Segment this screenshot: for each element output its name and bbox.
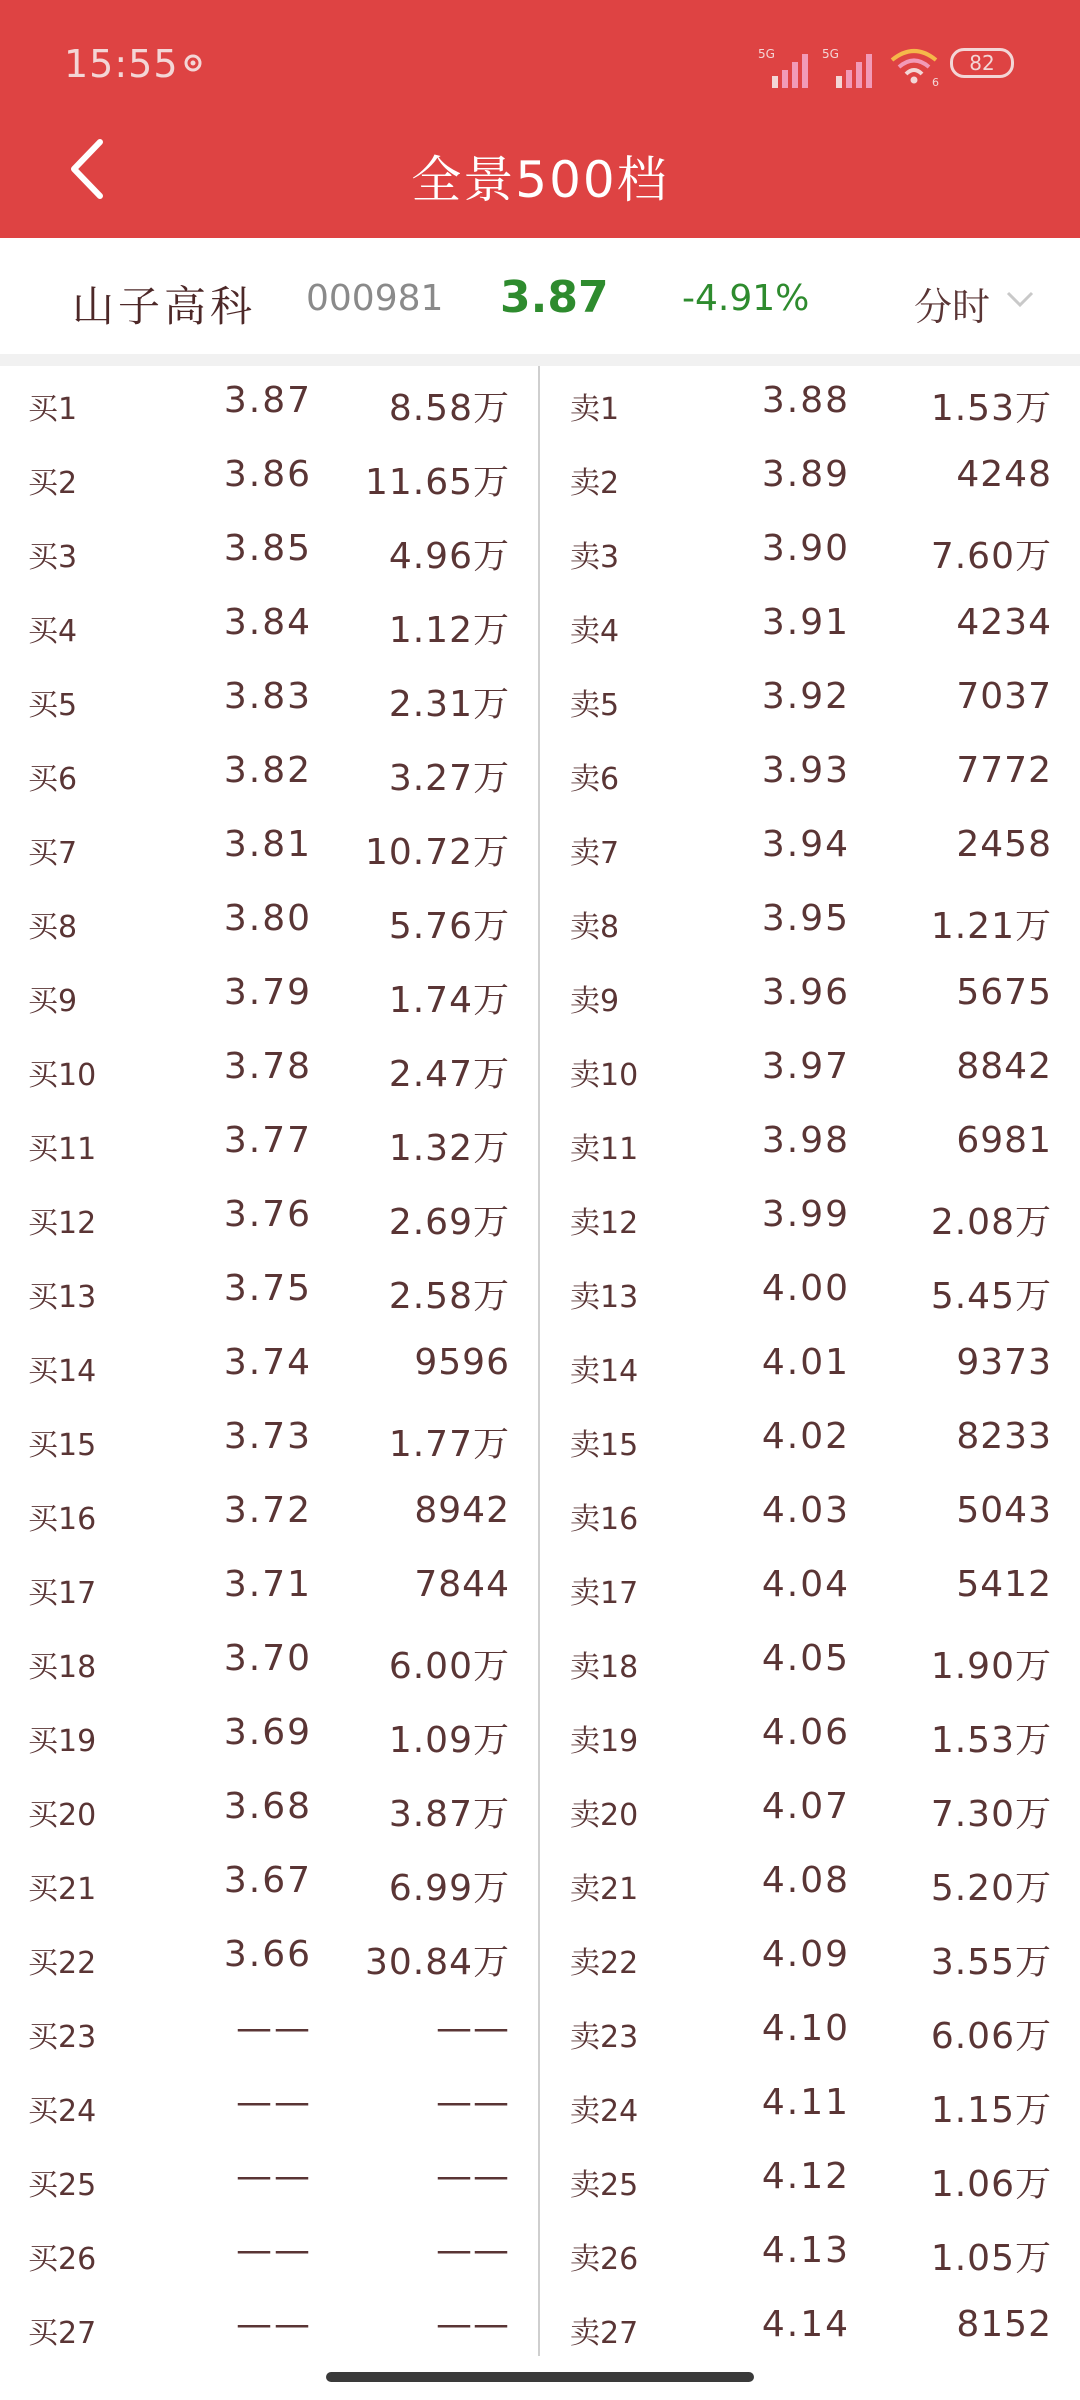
- level-label: 卖14: [570, 1354, 639, 1389]
- section-divider: [0, 354, 1080, 366]
- level-label: 卖27: [570, 2316, 639, 2351]
- level-label: 买1: [28, 392, 78, 427]
- level-price: 3.68: [223, 1786, 312, 1827]
- level-volume: 1.09万: [388, 1720, 510, 1761]
- level-price: 3.69: [223, 1712, 312, 1753]
- app-header: [0, 0, 1080, 238]
- level-price: 3.66: [223, 1934, 312, 1975]
- level-volume: 7037: [956, 676, 1052, 717]
- ask-row: [540, 1106, 1080, 1180]
- ask-row: [540, 810, 1080, 884]
- bid-row: [0, 810, 540, 884]
- level-label: 买13: [28, 1280, 97, 1315]
- stock-code: 000981: [306, 278, 444, 319]
- level-volume: 8233: [956, 1416, 1052, 1457]
- level-price: ——: [236, 2082, 312, 2123]
- level-label: 买7: [28, 836, 78, 871]
- order-book: [0, 366, 1080, 2360]
- level-label: 卖20: [570, 1798, 639, 1833]
- level-volume: 3.55万: [930, 1942, 1052, 1983]
- bid-row: [0, 662, 540, 736]
- level-volume: ——: [436, 2230, 510, 2271]
- level-label: 卖17: [570, 1576, 639, 1611]
- level-volume: 5.20万: [930, 1868, 1052, 1909]
- level-volume: 1.21万: [930, 906, 1052, 947]
- level-label: 买24: [28, 2094, 97, 2129]
- bid-row: [0, 1846, 540, 1920]
- level-price: 3.88: [761, 380, 850, 421]
- level-price: 3.87: [223, 380, 312, 421]
- level-volume: 4234: [956, 602, 1052, 643]
- ask-row: [540, 1624, 1080, 1698]
- level-volume: 3.27万: [388, 758, 510, 799]
- level-price: 3.92: [761, 676, 850, 717]
- level-label: 买16: [28, 1502, 97, 1537]
- level-price: 4.13: [761, 2230, 850, 2271]
- bid-row: [0, 1032, 540, 1106]
- ask-row: [540, 1994, 1080, 2068]
- level-label: 卖22: [570, 1946, 639, 1981]
- level-label: 买9: [28, 984, 78, 1019]
- status-bar: [0, 0, 1080, 120]
- level-label: 买2: [28, 466, 78, 501]
- bid-row: [0, 1180, 540, 1254]
- ask-row: [540, 588, 1080, 662]
- level-price: 3.99: [761, 1194, 850, 1235]
- level-price: 3.74: [223, 1342, 312, 1383]
- ask-column: [540, 366, 1080, 2364]
- ask-row: [540, 366, 1080, 440]
- level-volume: 4.96万: [388, 536, 510, 577]
- level-price: 3.75: [223, 1268, 312, 1309]
- level-volume: 5412: [956, 1564, 1052, 1605]
- ask-row: [540, 1254, 1080, 1328]
- bid-row: [0, 1772, 540, 1846]
- level-volume: 7.60万: [930, 536, 1052, 577]
- level-volume: ——: [436, 2082, 510, 2123]
- level-price: ——: [236, 2230, 312, 2271]
- level-label: 卖13: [570, 1280, 639, 1315]
- bid-row: [0, 1550, 540, 1624]
- level-volume: ——: [436, 2008, 510, 2049]
- level-label: 卖9: [570, 984, 620, 1019]
- level-price: 3.97: [761, 1046, 850, 1087]
- bid-row: [0, 1328, 540, 1402]
- level-price: 3.77: [223, 1120, 312, 1161]
- level-volume: 2458: [956, 824, 1052, 865]
- bid-row: [0, 1106, 540, 1180]
- level-label: 卖19: [570, 1724, 639, 1759]
- bid-row: [0, 958, 540, 1032]
- level-label: 卖11: [570, 1132, 639, 1167]
- level-volume: 1.74万: [388, 980, 510, 1021]
- level-label: 买12: [28, 1206, 97, 1241]
- chevron-down-icon[interactable]: [1004, 288, 1036, 310]
- level-label: 卖24: [570, 2094, 639, 2129]
- period-selector[interactable]: 分时: [914, 285, 991, 329]
- bid-row: [0, 440, 540, 514]
- ask-row: [540, 884, 1080, 958]
- ask-row: [540, 2142, 1080, 2216]
- level-volume: 6.99万: [388, 1868, 510, 1909]
- bid-row: [0, 1254, 540, 1328]
- level-volume: 1.77万: [388, 1424, 510, 1465]
- level-volume: 7.30万: [930, 1794, 1052, 1835]
- ask-row: [540, 1476, 1080, 1550]
- level-price: 4.01: [761, 1342, 850, 1383]
- bid-row: [0, 884, 540, 958]
- stock-summary: [0, 238, 1080, 354]
- level-price: ——: [236, 2156, 312, 2197]
- level-price: 3.70: [223, 1638, 312, 1679]
- level-volume: ——: [436, 2304, 510, 2345]
- level-price: 3.81: [223, 824, 312, 865]
- level-price: 4.14: [761, 2304, 850, 2345]
- level-label: 买15: [28, 1428, 97, 1463]
- bid-row: [0, 1994, 540, 2068]
- level-label: 买3: [28, 540, 78, 575]
- level-volume: 1.12万: [388, 610, 510, 651]
- stock-price: 3.87: [500, 272, 609, 323]
- level-volume: 2.58万: [388, 1276, 510, 1317]
- level-volume: 5.45万: [930, 1276, 1052, 1317]
- level-volume: 1.32万: [388, 1128, 510, 1169]
- ask-row: [540, 2068, 1080, 2142]
- bid-row: [0, 1624, 540, 1698]
- level-label: 卖26: [570, 2242, 639, 2277]
- level-volume: 5.76万: [388, 906, 510, 947]
- level-price: 3.72: [223, 1490, 312, 1531]
- status-time: 15:55: [64, 42, 179, 86]
- level-label: 买6: [28, 762, 78, 797]
- level-volume: 2.08万: [930, 1202, 1052, 1243]
- level-label: 买26: [28, 2242, 97, 2277]
- level-price: 4.04: [761, 1564, 850, 1605]
- level-price: 4.10: [761, 2008, 850, 2049]
- level-volume: 3.87万: [388, 1794, 510, 1835]
- level-price: 3.83: [223, 676, 312, 717]
- network-label: 5G: [822, 47, 839, 61]
- level-price: 4.02: [761, 1416, 850, 1457]
- level-price: 3.93: [761, 750, 850, 791]
- level-volume: 1.15万: [930, 2090, 1052, 2131]
- level-volume: 5675: [956, 972, 1052, 1013]
- level-volume: 8152: [956, 2304, 1052, 2345]
- level-price: 4.07: [761, 1786, 850, 1827]
- ask-row: [540, 1772, 1080, 1846]
- signal-icon: [758, 46, 818, 90]
- level-label: 卖18: [570, 1650, 639, 1685]
- bid-row: [0, 514, 540, 588]
- level-label: 卖6: [570, 762, 620, 797]
- level-label: 买14: [28, 1354, 97, 1389]
- level-price: 3.76: [223, 1194, 312, 1235]
- gear-icon: [182, 52, 204, 74]
- bid-row: [0, 366, 540, 440]
- level-price: 4.12: [761, 2156, 850, 2197]
- level-label: 卖12: [570, 1206, 639, 1241]
- ask-row: [540, 736, 1080, 810]
- ask-row: [540, 1402, 1080, 1476]
- bid-row: [0, 588, 540, 662]
- level-price: ——: [236, 2008, 312, 2049]
- level-price: 3.86: [223, 454, 312, 495]
- ask-row: [540, 2290, 1080, 2364]
- wifi-sub-label: 6: [932, 76, 939, 88]
- bid-row: [0, 2290, 540, 2364]
- battery-level: 82: [969, 51, 995, 75]
- level-volume: 9373: [956, 1342, 1052, 1383]
- level-label: 买25: [28, 2168, 97, 2203]
- ask-row: [540, 1846, 1080, 1920]
- level-volume: 11.65万: [364, 462, 510, 503]
- bid-row: [0, 1476, 540, 1550]
- level-price: 3.67: [223, 1860, 312, 1901]
- level-price: 4.08: [761, 1860, 850, 1901]
- page-title: 全景500档: [411, 151, 669, 209]
- home-indicator[interactable]: [326, 2372, 754, 2382]
- level-label: 卖1: [570, 392, 620, 427]
- ask-row: [540, 1032, 1080, 1106]
- level-label: 卖3: [570, 540, 620, 575]
- level-volume: 6.00万: [388, 1646, 510, 1687]
- level-price: 3.78: [223, 1046, 312, 1087]
- level-volume: 1.90万: [930, 1646, 1052, 1687]
- level-volume: 2.31万: [388, 684, 510, 725]
- level-volume: 1.05万: [930, 2238, 1052, 2279]
- level-price: 3.98: [761, 1120, 850, 1161]
- ask-row: [540, 440, 1080, 514]
- level-volume: 1.53万: [930, 1720, 1052, 1761]
- level-price: 4.09: [761, 1934, 850, 1975]
- level-label: 卖4: [570, 614, 620, 649]
- ask-row: [540, 2216, 1080, 2290]
- level-volume: 4248: [956, 454, 1052, 495]
- level-volume: 8842: [956, 1046, 1052, 1087]
- network-label: 5G: [758, 47, 775, 61]
- level-label: 卖16: [570, 1502, 639, 1537]
- level-label: 买27: [28, 2316, 97, 2351]
- level-price: 3.96: [761, 972, 850, 1013]
- bid-row: [0, 2142, 540, 2216]
- level-volume: 30.84万: [364, 1942, 510, 1983]
- level-price: 3.71: [223, 1564, 312, 1605]
- level-label: 买18: [28, 1650, 97, 1685]
- level-label: 买22: [28, 1946, 97, 1981]
- level-price: 4.03: [761, 1490, 850, 1531]
- ask-row: [540, 1550, 1080, 1624]
- bid-column: [0, 366, 540, 2364]
- stock-name: 山子高科: [72, 282, 257, 331]
- level-label: 卖8: [570, 910, 620, 945]
- level-price: 3.79: [223, 972, 312, 1013]
- level-price: 3.91: [761, 602, 850, 643]
- bid-row: [0, 736, 540, 810]
- signal-icon: [822, 46, 882, 90]
- level-label: 买11: [28, 1132, 97, 1167]
- level-volume: 7772: [956, 750, 1052, 791]
- wifi-icon: [888, 44, 942, 88]
- battery-icon: [950, 48, 1014, 78]
- level-label: 卖23: [570, 2020, 639, 2055]
- level-price: 3.94: [761, 824, 850, 865]
- ask-row: [540, 1180, 1080, 1254]
- level-label: 卖7: [570, 836, 620, 871]
- ask-row: [540, 1328, 1080, 1402]
- level-price: 4.05: [761, 1638, 850, 1679]
- level-label: 买20: [28, 1798, 97, 1833]
- level-label: 买8: [28, 910, 78, 945]
- stock-change-pct: -4.91%: [682, 278, 810, 319]
- level-label: 买4: [28, 614, 78, 649]
- level-volume: 6.06万: [930, 2016, 1052, 2057]
- ask-row: [540, 1698, 1080, 1772]
- level-label: 买17: [28, 1576, 97, 1611]
- level-price: 3.90: [761, 528, 850, 569]
- bid-row: [0, 2216, 540, 2290]
- bid-row: [0, 1402, 540, 1476]
- level-price: 3.89: [761, 454, 850, 495]
- ask-row: [540, 514, 1080, 588]
- level-volume: 6981: [956, 1120, 1052, 1161]
- level-price: 4.00: [761, 1268, 850, 1309]
- level-label: 卖10: [570, 1058, 639, 1093]
- bid-row: [0, 1920, 540, 1994]
- level-label: 卖15: [570, 1428, 639, 1463]
- level-volume: 2.69万: [388, 1202, 510, 1243]
- level-label: 卖2: [570, 466, 620, 501]
- ask-row: [540, 1920, 1080, 1994]
- level-price: 3.84: [223, 602, 312, 643]
- ask-row: [540, 958, 1080, 1032]
- level-label: 买5: [28, 688, 78, 723]
- level-label: 买21: [28, 1872, 97, 1907]
- level-volume: 10.72万: [364, 832, 510, 873]
- level-price: ——: [236, 2304, 312, 2345]
- bid-row: [0, 2068, 540, 2142]
- level-volume: 9596: [414, 1342, 510, 1383]
- level-label: 卖25: [570, 2168, 639, 2203]
- level-volume: 1.53万: [930, 388, 1052, 429]
- level-price: 4.11: [761, 2082, 850, 2123]
- bid-row: [0, 1698, 540, 1772]
- level-price: 3.95: [761, 898, 850, 939]
- level-price: 3.73: [223, 1416, 312, 1457]
- level-label: 卖5: [570, 688, 620, 723]
- level-label: 买23: [28, 2020, 97, 2055]
- level-volume: 8942: [414, 1490, 510, 1531]
- level-price: 3.82: [223, 750, 312, 791]
- level-label: 卖21: [570, 1872, 639, 1907]
- ask-row: [540, 662, 1080, 736]
- level-volume: 7844: [414, 1564, 510, 1605]
- level-volume: 8.58万: [388, 388, 510, 429]
- level-label: 买19: [28, 1724, 97, 1759]
- level-label: 买10: [28, 1058, 97, 1093]
- level-price: 4.06: [761, 1712, 850, 1753]
- level-volume: ——: [436, 2156, 510, 2197]
- level-volume: 5043: [956, 1490, 1052, 1531]
- level-volume: 2.47万: [388, 1054, 510, 1095]
- level-volume: 1.06万: [930, 2164, 1052, 2205]
- level-price: 3.80: [223, 898, 312, 939]
- level-price: 3.85: [223, 528, 312, 569]
